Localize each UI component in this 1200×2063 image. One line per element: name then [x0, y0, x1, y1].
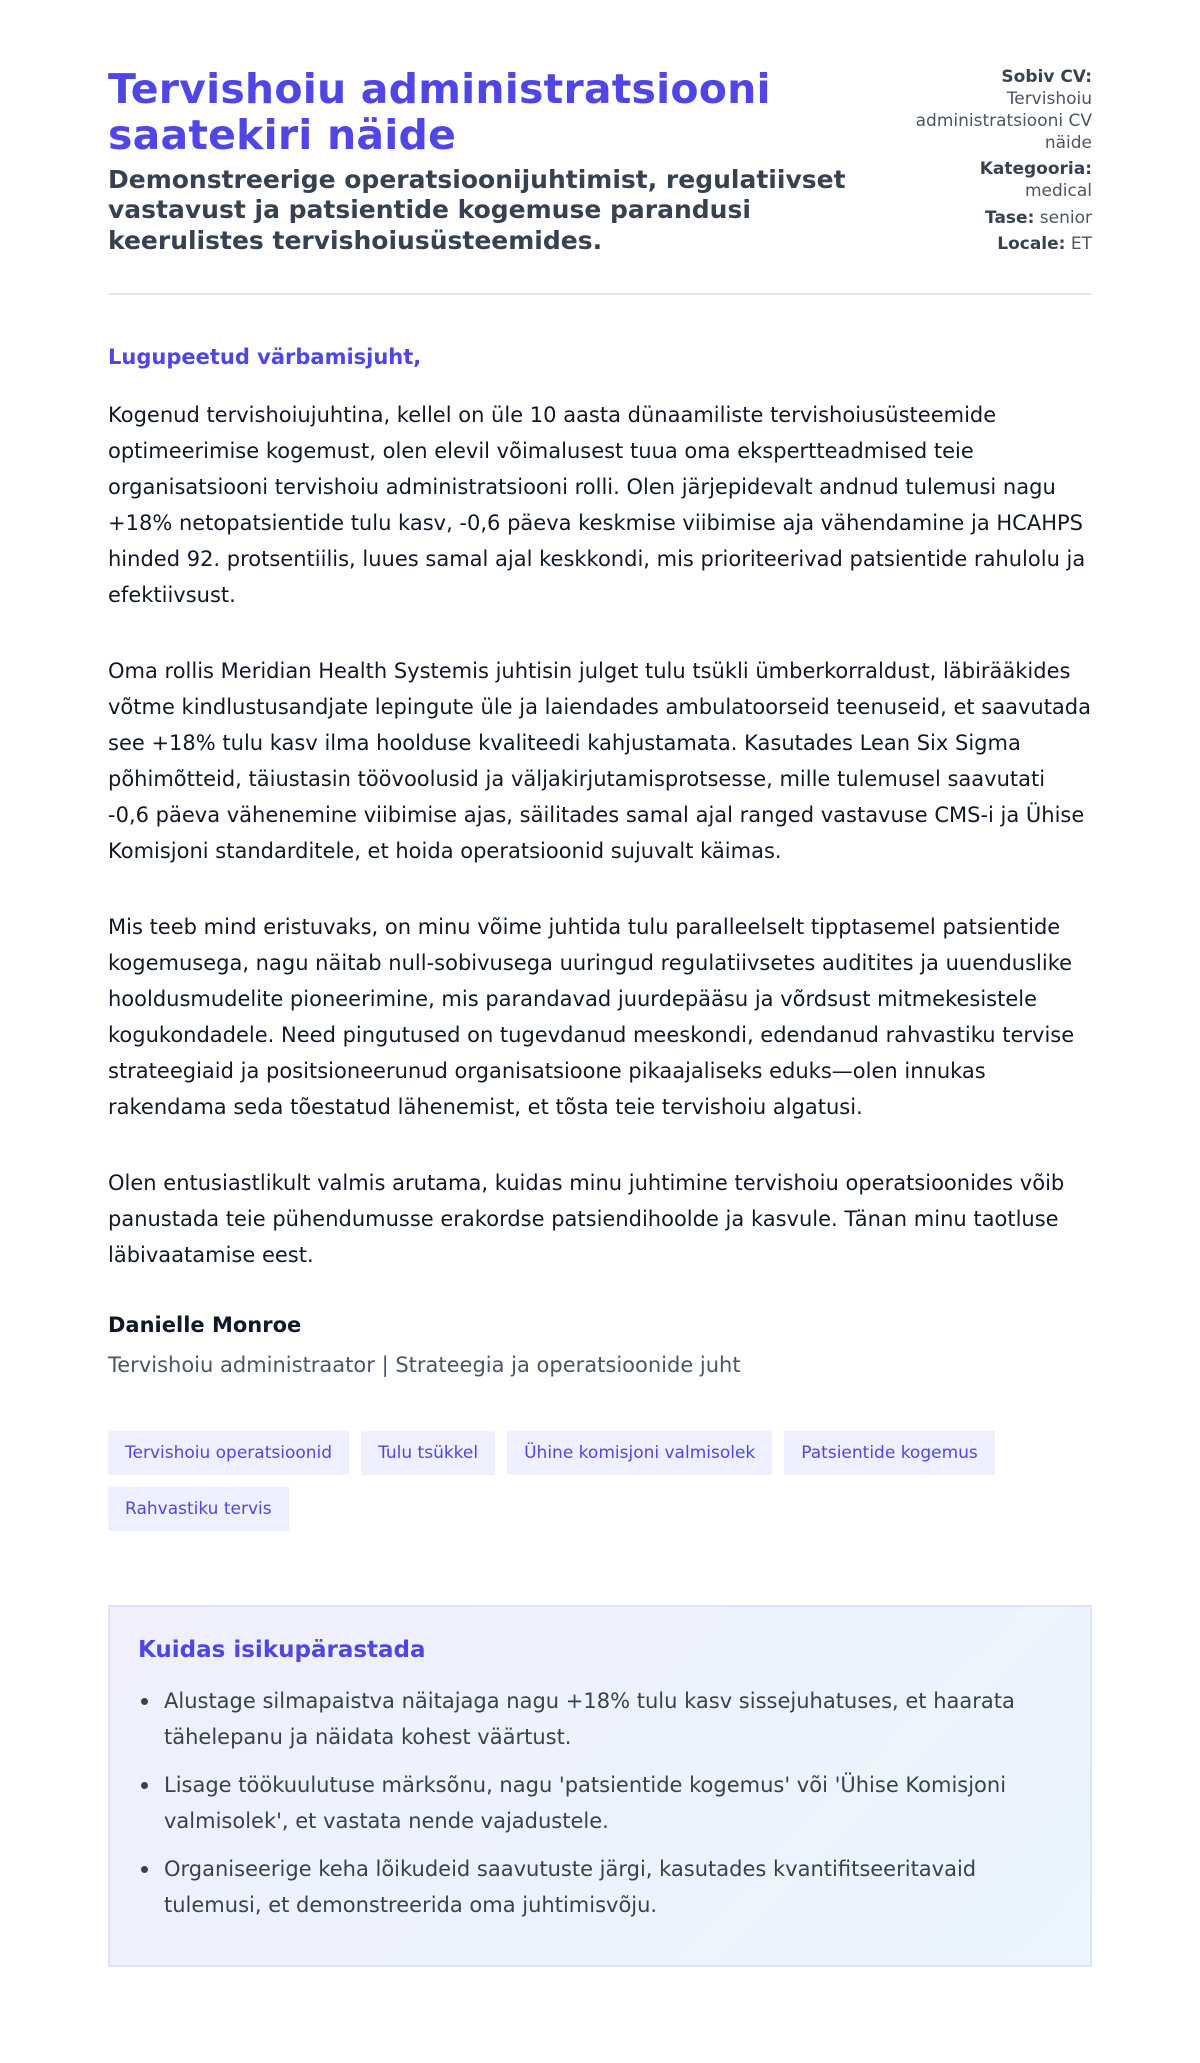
keyword-tags: [108, 1431, 1048, 1531]
letter-paragraph: Olen entusiastlikult valmis arutama, kuidas minu juhtimine tervishoiu operatsioonides võib panustada teie pühendumusse erakordse patsiendihoolde ja kasvule. Tänan minu taotluse läbivaatamise eest.: [108, 1170, 1065, 1267]
tips-list: [138, 1683, 1060, 1923]
tips-title: Kuidas isikupärastada: [138, 1636, 426, 1663]
personalization-tips: [108, 1605, 1092, 1967]
meta-locale-label: Locale:: [997, 233, 1066, 254]
page-subtitle: Demonstreerige operatsioonijuhtimist, regulatiivset vastavust ja patsientide kogemuse parandusi keerulistes tervishoiusüsteemides.: [108, 164, 846, 255]
meta-panel: [892, 66, 1092, 259]
meta-category-label: Kategooria:: [979, 159, 1092, 180]
meta-cv: [892, 66, 1092, 154]
meta-level-value: senior: [1039, 207, 1092, 228]
letter-paragraph: Kogenud tervishoiujuhtina, kellel on üle 10 aasta dünaamiliste tervishoiusüsteemide optimeerimise kogemust, olen elevil võimalusest tuua oma ekspertteadmised teie organisatsiooni tervishoiu administratsiooni rolli. Olen järjepidevalt andnud tulemusi nagu +18% netopatsientide tulu kasv, -0,6 päeva keskmise viibimise aja vähendamine ja HCAHPS hinded 92. protsentiilis, luues samal ajal keskkondi, mis prioriteerivad patsientide rahulolu ja efektiivsust.: [108, 402, 1086, 607]
letter-body: [108, 345, 1092, 1967]
keyword-tag: Ühine komisjoni valmisolek: [507, 1431, 772, 1475]
tip-item: Alustage silmapaistva näitajaga nagu +18% tulu kasv sissejuhatuses, et haarata tähelepanu ja näidata kohest väärtust.: [138, 1683, 1060, 1755]
letter-paragraph: Mis teeb mind eristuvaks, on minu võime juhtida tulu paralleelselt tipptasemel patsientide kogemusega, nagu näitab null-sobivusega uuringud regulatiivsetes auditites ja uuenduslike hooldusmudelite pioneerimine, mis parandavad juurdepääsu ja võrdsust mitmekesistele kogukondadele. Need pingutused on tugevdanud meeskondi, edendanud rahvastiku tervise strateegiaid ja positsioneerunud organisatsioone pikaajaliseks eduks—olen innukas rakendama seda tõestatud lähenemist, et tõsta teie tervishoiu algatusi.: [108, 914, 1075, 1119]
tip-item: Lisage töökuulutuse märksõnu, nagu 'patsientide kogemus' või 'Ühise Komisjoni valmisolek', et vastata nende vajadustele.: [138, 1767, 1060, 1839]
meta-level: [892, 207, 1092, 229]
signature-name: Danielle Monroe: [108, 1312, 302, 1337]
keyword-tag: Patsientide kogemus: [784, 1431, 995, 1475]
header-titles: [108, 66, 888, 256]
meta-locale-value: ET: [1070, 233, 1092, 254]
letter-paragraph: Oma rollis Meridian Health Systemis juhtisin julget tulu tsükli ümberkorraldust, läbirääkides võtme kindlustusandjate lepingute üle ja laiendades ambulatoorseid teenuseid, et saavutada see +18% tulu kasv ilma hoolduse kvaliteedi kahjustamata. Kasutades Lean Six Sigma põhimõtteid, täiustasin töövoolusid ja väljakirjutamisprotsesse, mille tulemusel saavutati -0,6 päeva vähenemine viibimise ajas, säilitades samal ajal ranged vastavuse CMS-i ja Ühise Komisjoni standarditele, et hoida operatsioonid sujuvalt käimas.: [108, 658, 1092, 863]
meta-category-value: medical: [1024, 181, 1092, 202]
meta-cv-value[interactable]: Tervishoiu administratsiooni CV näide: [915, 89, 1092, 154]
signature-block: [108, 1313, 1092, 1377]
salutation: Lugupeetud värbamisjuht,: [108, 344, 422, 369]
letter-paragraphs: [108, 397, 1092, 1273]
meta-category: [892, 158, 1092, 202]
page-header: [108, 0, 1092, 295]
tip-item: Organiseerige keha lõikudeid saavutuste järgi, kasutades kvantifitseeritavaid tulemusi, et demonstreerida oma juhtimisvõju.: [138, 1851, 1060, 1923]
meta-locale: [892, 233, 1092, 255]
page-title: Tervishoiu administratsiooni saatekiri näide: [108, 65, 771, 160]
meta-level-label: Tase:: [985, 207, 1035, 228]
keyword-tag: Tervishoiu operatsioonid: [108, 1431, 349, 1475]
meta-cv-label: Sobiv CV:: [1001, 67, 1092, 87]
keyword-tag: Tulu tsükkel: [361, 1431, 495, 1475]
signature-role: Tervishoiu administraator | Strateegia ja operatsioonide juht: [108, 1352, 741, 1377]
keyword-tag: Rahvastiku tervis: [108, 1487, 289, 1531]
